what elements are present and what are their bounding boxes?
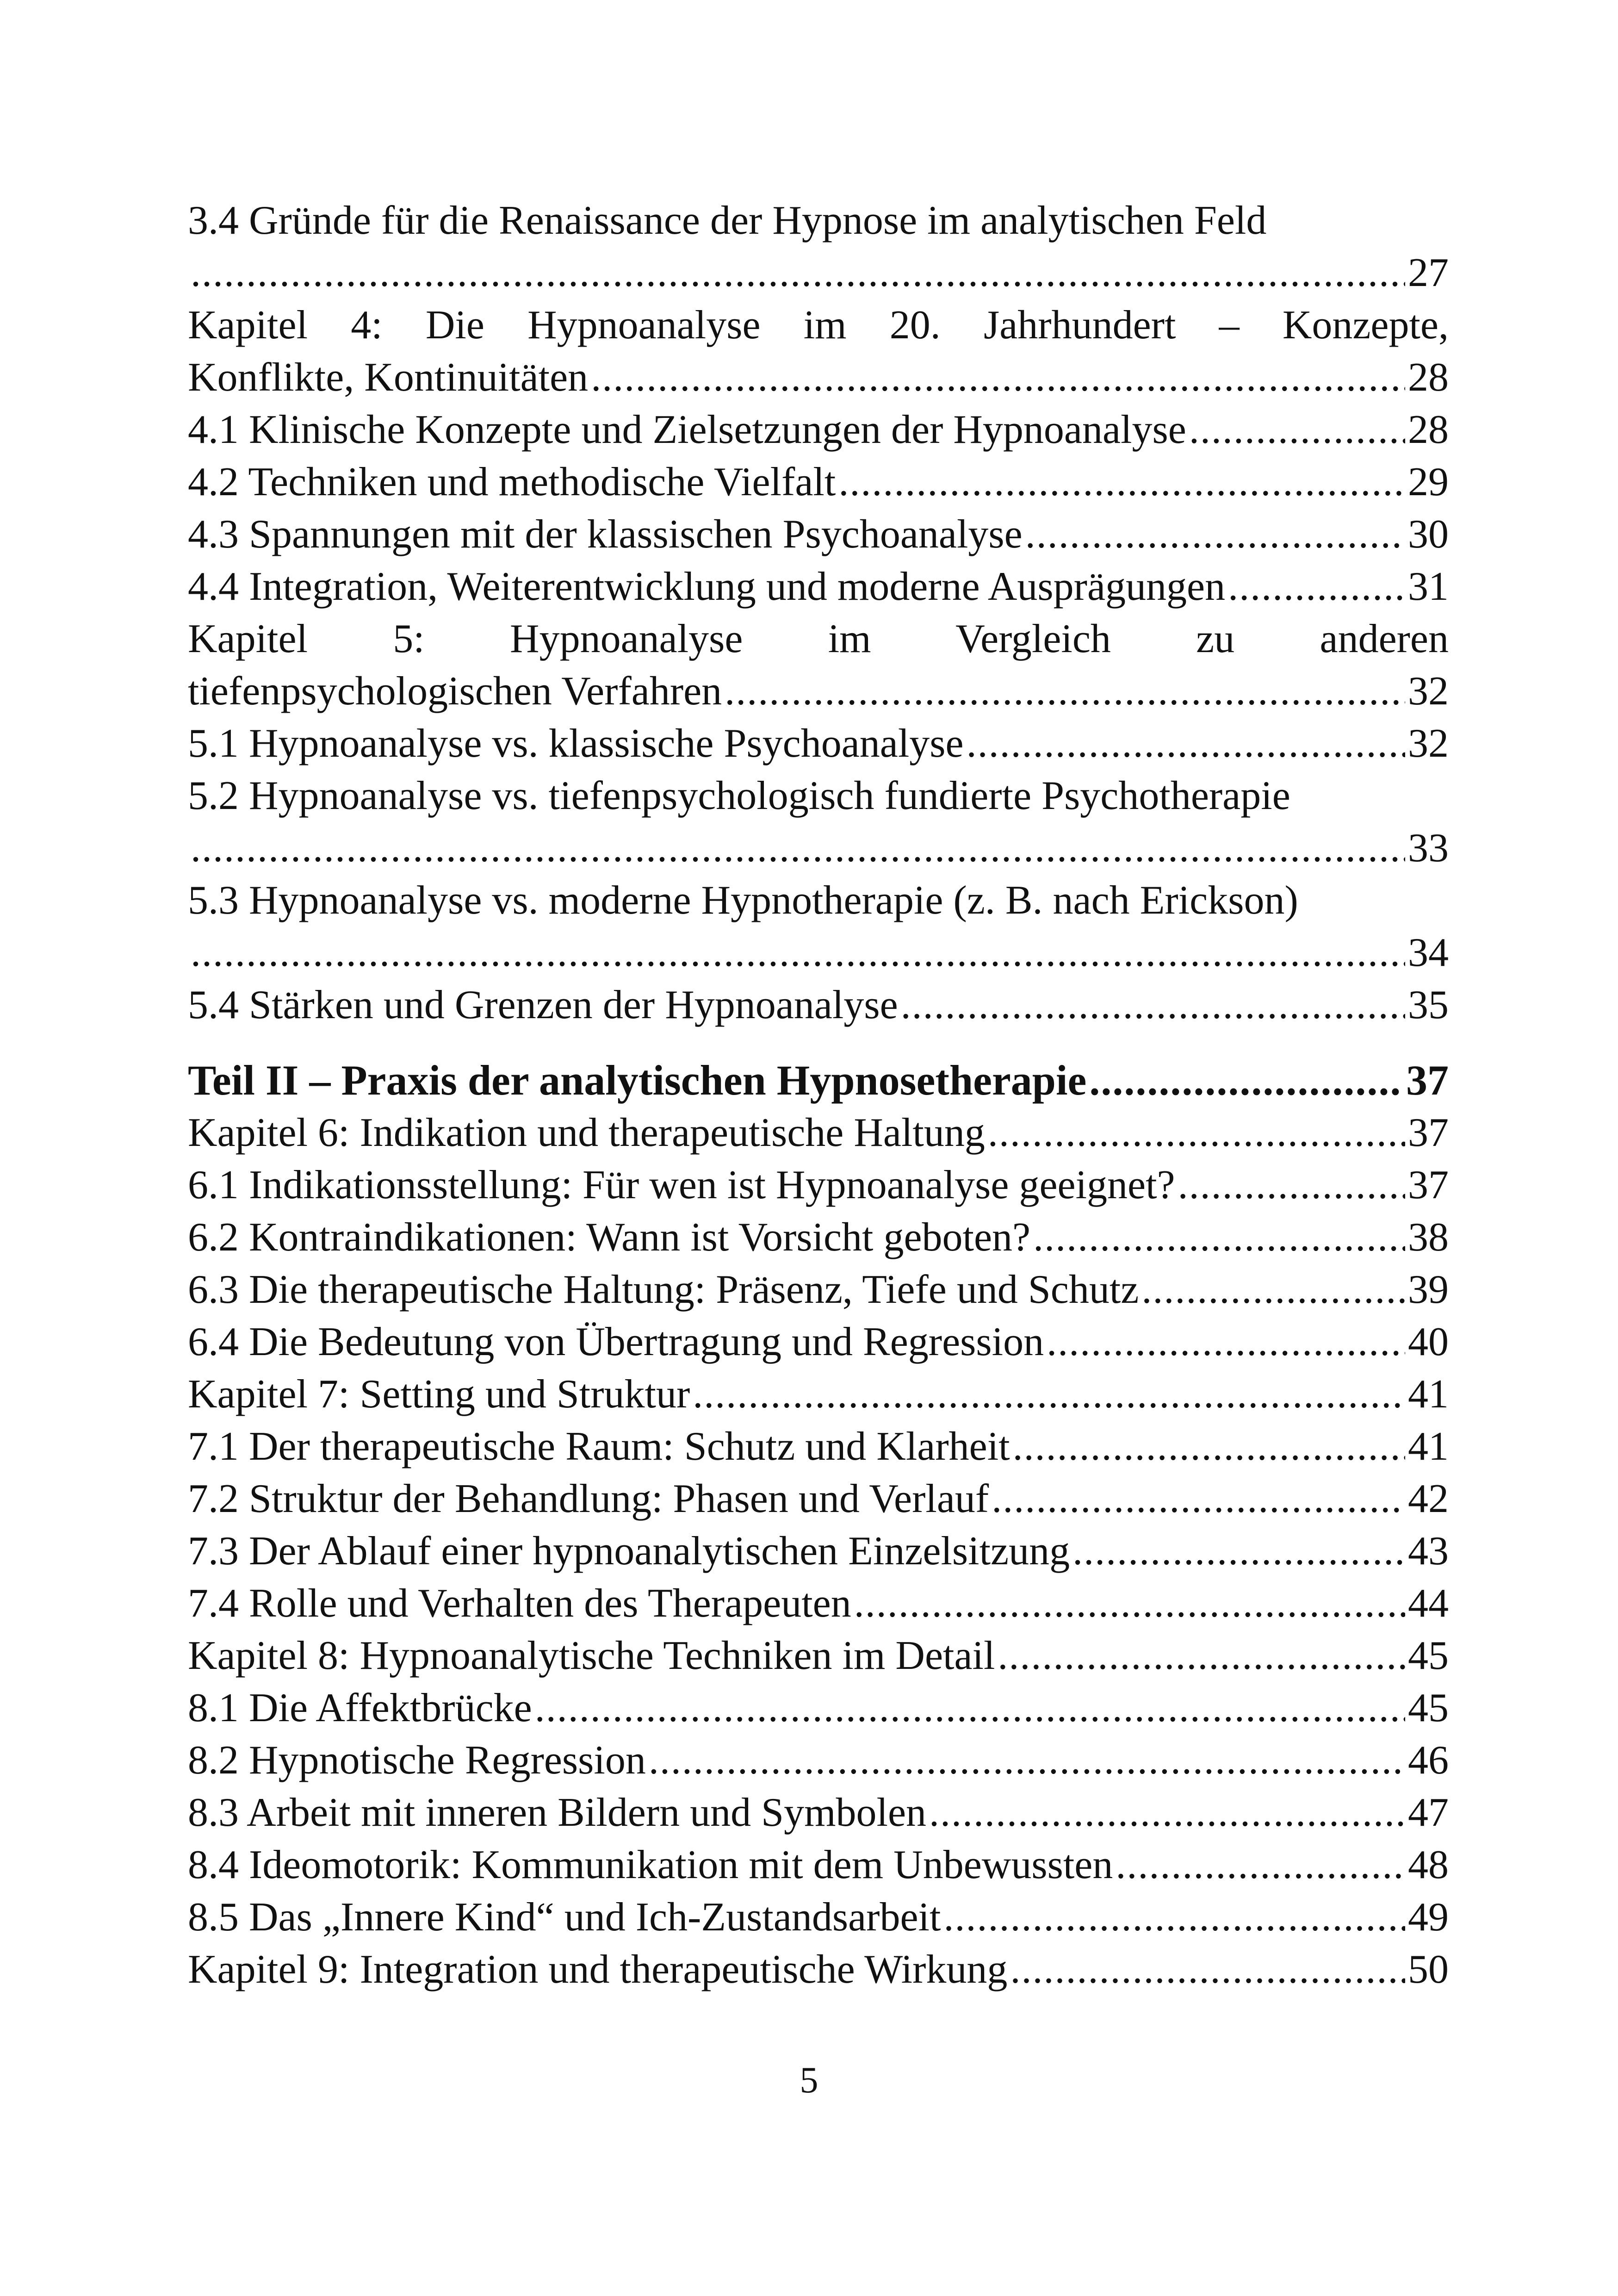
dot-leader [1072,1525,1405,1577]
toc-entry-page: 39 [1408,1267,1449,1312]
dot-leader [1116,1839,1405,1891]
toc-entry-title: 7.4 Rolle und Verhalten des Therapeuten [188,1581,851,1626]
toc-entry-title: Konflikte, Kontinuitäten [188,355,589,400]
toc-entry-page: 49 [1408,1895,1449,1940]
toc-entry-page: 37 [1406,1057,1449,1104]
toc-entry-title: 6.3 Die therapeutische Haltung: Präsenz, Tiefe und Schutz [188,1267,1139,1312]
dot-leader [929,1786,1405,1839]
toc-entry-title: 8.1 Die Affektbrücke [188,1686,532,1730]
toc-entry-page: 28 [1408,355,1449,400]
toc-entry-page: 47 [1408,1790,1449,1835]
toc-entry-page: 31 [1408,564,1449,609]
toc-entry-page: 37 [1408,1163,1449,1207]
toc-entry-title: 5.3 Hypnoanalyse vs. moderne Hypnotherapie (z. B. nach Erickson) [188,878,1298,923]
toc-entry[interactable] [188,1107,1449,1159]
toc-entry-page: 34 [1408,930,1449,975]
toc-entry[interactable] [188,1263,1449,1316]
toc-entry-page: 32 [1408,669,1449,714]
dot-leader [191,822,1405,874]
dot-leader [535,1682,1405,1734]
toc-entry-title: 4.3 Spannungen mit der klassischen Psychoanalyse [188,512,1023,557]
toc-entry[interactable] [188,456,1449,508]
dot-leader [1033,1211,1405,1263]
toc-entry-page: 41 [1408,1372,1449,1417]
toc-entry-title: 6.4 Die Bedeutung von Übertragung und Regression [188,1319,1044,1364]
dot-leader [1025,508,1405,560]
toc-entry-title: 4.1 Klinische Konzepte und Zielsetzungen der Hypnoanalyse [188,407,1186,452]
table-of-contents [188,194,1449,1996]
toc-entry-title: 4.2 Techniken und methodische Vielfalt [188,460,836,504]
dot-leader [1228,560,1405,613]
toc-entry[interactable] [188,1211,1449,1263]
dot-leader [967,717,1405,770]
dot-leader [838,456,1405,508]
toc-entry-title: 7.1 Der therapeutische Raum: Schutz und Klarheit [188,1424,1010,1469]
toc-entry-page: 32 [1408,721,1449,766]
toc-entry[interactable] [188,404,1449,456]
toc-entry-title: Kapitel 6: Indikation und therapeutische Haltung [188,1110,985,1155]
toc-entry-title: 7.2 Struktur der Behandlung: Phasen und Verlauf [188,1476,989,1521]
toc-entry-page: 42 [1408,1476,1449,1521]
dot-leader [1010,1943,1405,1996]
toc-entry-title: tiefenpsychologischen Verfahren [188,669,722,714]
toc-entry-title: 7.3 Der Ablauf einer hypnoanalytischen Einzelsitzung [188,1529,1070,1574]
toc-entry[interactable] [188,1786,1449,1839]
dot-leader [1141,1263,1405,1316]
dot-leader [1013,1420,1405,1473]
toc-entry[interactable] [188,1420,1449,1473]
toc-entry[interactable] [188,1891,1449,1943]
toc-entry-title: 6.2 Kontraindikationen: Wann ist Vorsicht geboten? [188,1215,1031,1260]
toc-entry[interactable] [188,1159,1449,1211]
dot-leader [988,1107,1405,1159]
dot-leader [901,979,1405,1031]
toc-entry[interactable] [188,979,1449,1031]
toc-entry-page: 44 [1408,1581,1449,1626]
toc-entry-title: 3.4 Gründe für die Renaissance der Hypnose im analytischen Feld [188,198,1267,243]
toc-entry-page: 45 [1408,1633,1449,1678]
toc-entry-title: Kapitel 7: Setting und Struktur [188,1372,690,1417]
toc-entry[interactable] [188,613,1449,717]
toc-entry-page: 48 [1408,1842,1449,1887]
toc-entry-title: 5.1 Hypnoanalyse vs. klassische Psychoanalyse [188,721,964,766]
toc-entry-title: 8.3 Arbeit mit inneren Bildern und Symbolen [188,1790,927,1835]
toc-entry[interactable] [188,1368,1449,1420]
toc-entry-title-line: Kapitel 5: Hypnoanalyse im Vergleich zu anderen [188,616,1449,661]
toc-entry-page: 37 [1408,1110,1449,1155]
dot-leader [1189,404,1405,456]
toc-entry-title: Kapitel 9: Integration und therapeutische Wirkung [188,1947,1008,1992]
dot-leader [191,927,1405,979]
toc-entry-title: 8.5 Das „Innere Kind“ und Ich-Zustandsarbeit [188,1895,941,1940]
dot-leader [191,247,1405,299]
toc-entry-page: 46 [1408,1738,1449,1783]
toc-entry-title: Teil II – Praxis der analytischen Hypnosetherapie [188,1057,1087,1104]
toc-entry-page: 43 [1408,1529,1449,1574]
toc-entry-page: 50 [1408,1947,1449,1992]
toc-entry-title: 5.2 Hypnoanalyse vs. tiefenpsychologisch fundierte Psychotherapie [188,773,1290,818]
toc-entry-page: 41 [1408,1424,1449,1469]
dot-leader [992,1473,1405,1525]
toc-entry-title-line: Kapitel 4: Die Hypnoanalyse im 20. Jahrhundert – Konzepte, [188,303,1449,348]
toc-entry[interactable] [188,194,1449,299]
toc-entry[interactable] [188,1473,1449,1525]
dot-leader [649,1734,1405,1786]
toc-part-heading[interactable] [188,1054,1449,1107]
toc-entry[interactable] [188,1839,1449,1891]
toc-entry[interactable] [188,299,1449,404]
dot-leader [1178,1159,1405,1211]
toc-entry-title: Kapitel 8: Hypnoanalytische Techniken im Detail [188,1633,995,1678]
toc-entry-title: 8.2 Hypnotische Regression [188,1738,646,1783]
dot-leader [591,351,1405,404]
toc-entry-page: 27 [1408,250,1449,295]
dot-leader [943,1891,1405,1943]
toc-entry[interactable] [188,1943,1449,1996]
toc-entry[interactable] [188,1630,1449,1682]
toc-entry[interactable] [188,1525,1449,1577]
toc-entry[interactable] [188,1577,1449,1630]
toc-entry-page: 30 [1408,512,1449,557]
toc-entry[interactable] [188,508,1449,560]
toc-entry-title: 4.4 Integration, Weiterentwicklung und moderne Ausprägungen [188,564,1226,609]
toc-entry-page: 45 [1408,1686,1449,1730]
toc-entry[interactable] [188,1682,1449,1734]
toc-entry[interactable] [188,770,1449,874]
toc-entry-title: 8.4 Ideomotorik: Kommunikation mit dem Unbewussten [188,1842,1113,1887]
dot-leader [998,1630,1405,1682]
toc-entry-page: 40 [1408,1319,1449,1364]
toc-entry-page: 38 [1408,1215,1449,1260]
toc-entry-page: 33 [1408,826,1449,871]
toc-entry[interactable] [188,717,1449,770]
dot-leader [693,1368,1405,1420]
dot-leader [1089,1054,1403,1107]
toc-entry[interactable] [188,874,1449,979]
toc-entry-page: 28 [1408,407,1449,452]
toc-entry[interactable] [188,1316,1449,1368]
toc-entry[interactable] [188,560,1449,613]
dot-leader [854,1577,1405,1630]
toc-entry[interactable] [188,1734,1449,1786]
toc-entry-page: 29 [1408,460,1449,504]
page-number: 5 [800,2060,818,2101]
toc-entry-title: 5.4 Stärken und Grenzen der Hypnoanalyse [188,983,898,1027]
dot-leader [1047,1316,1405,1368]
dot-leader [725,665,1405,717]
toc-entry-title: 6.1 Indikationsstellung: Für wen ist Hypnoanalyse geeignet? [188,1163,1175,1207]
toc-entry-page: 35 [1408,983,1449,1027]
